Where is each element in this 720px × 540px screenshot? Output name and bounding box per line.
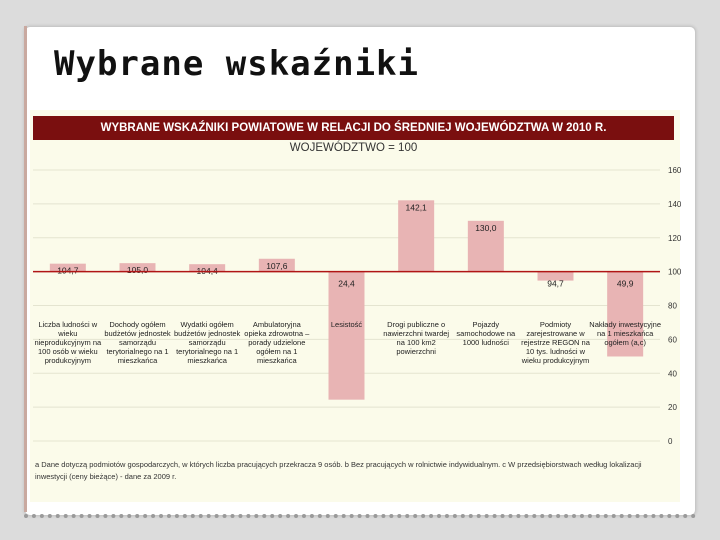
- category-label: Drogi publiczne o nawierzchni twardej na 100 km2 powierzchni: [383, 320, 450, 356]
- y-tick-label: 60: [668, 335, 677, 345]
- bar-value-label: 104,4: [196, 266, 218, 277]
- y-tick-label: 140: [668, 199, 682, 209]
- category-label: Ambulatoryjna opieka zdrowotna – porady udzielone ogółem na 1 mieszkańca: [244, 320, 310, 365]
- bar-value-label: 49,9: [616, 278, 634, 289]
- category-label: Wydatki ogółem budżetów jednostek samorządu terytorialnego na 1 mieszkańca: [174, 320, 241, 365]
- bar-value-label: 130,0: [475, 222, 497, 233]
- y-tick-label: 20: [668, 403, 677, 413]
- bar: [329, 272, 365, 400]
- bar-value-label: 24,4: [338, 278, 355, 289]
- category-label: Dochody ogółem budżetów jednostek samorządu terytorialnego na 1 mieszkańca: [104, 320, 171, 365]
- y-tick-label: 160: [668, 166, 682, 175]
- bar-value-label: 107,6: [266, 260, 288, 271]
- y-tick-label: 80: [668, 301, 677, 311]
- chart-subtitle: WOJEWÓDZTWO = 100: [289, 142, 418, 154]
- bar-value-label: 105,0: [126, 265, 149, 276]
- bar-value-label: 104,7: [57, 265, 79, 276]
- category-label: Podmioty zarejestrowane w rejestrze REGON na 10 tys. ludności w wieku produkcyjnym: [521, 320, 590, 365]
- slide-title: Wybrane wskaźniki: [54, 44, 419, 84]
- bar-value-label: 94,7: [547, 278, 564, 289]
- chart-title: WYBRANE WSKAŹNIKI POWIATOWE W RELACJI DO ŚREDNIEJ WOJEWÓDZTWA W 2010 R.: [33, 116, 674, 140]
- category-label: Lesistość: [330, 320, 363, 329]
- y-tick-label: 0: [668, 437, 673, 446]
- slide-bottom-border: [24, 504, 696, 518]
- y-tick-label: 100: [668, 267, 682, 277]
- bar-value-label: 142,1: [405, 202, 427, 213]
- y-tick-label: 120: [668, 233, 682, 243]
- chart-footnote: a Dane dotyczą podmiotów gospodarczych, w których liczba pracujących przekracza 9 osób. b Bez pracujących w rolnictwie indywidualnym. c W przedsiębiorstwach według lokalizacji inwestycji (ceny bieżące) - dane za 2009 r.: [35, 460, 642, 481]
- y-tick-label: 40: [668, 369, 677, 379]
- category-label: Nakłady inwestycyjne na 1 mieszkańca ogółem (a,c): [589, 320, 661, 347]
- category-label: Pojazdy samochodowe na 1000 ludności: [456, 320, 516, 347]
- category-label: Liczba ludności w wieku nieprodukcyjnym na 100 osób w wieku produkcyjnym: [34, 320, 102, 365]
